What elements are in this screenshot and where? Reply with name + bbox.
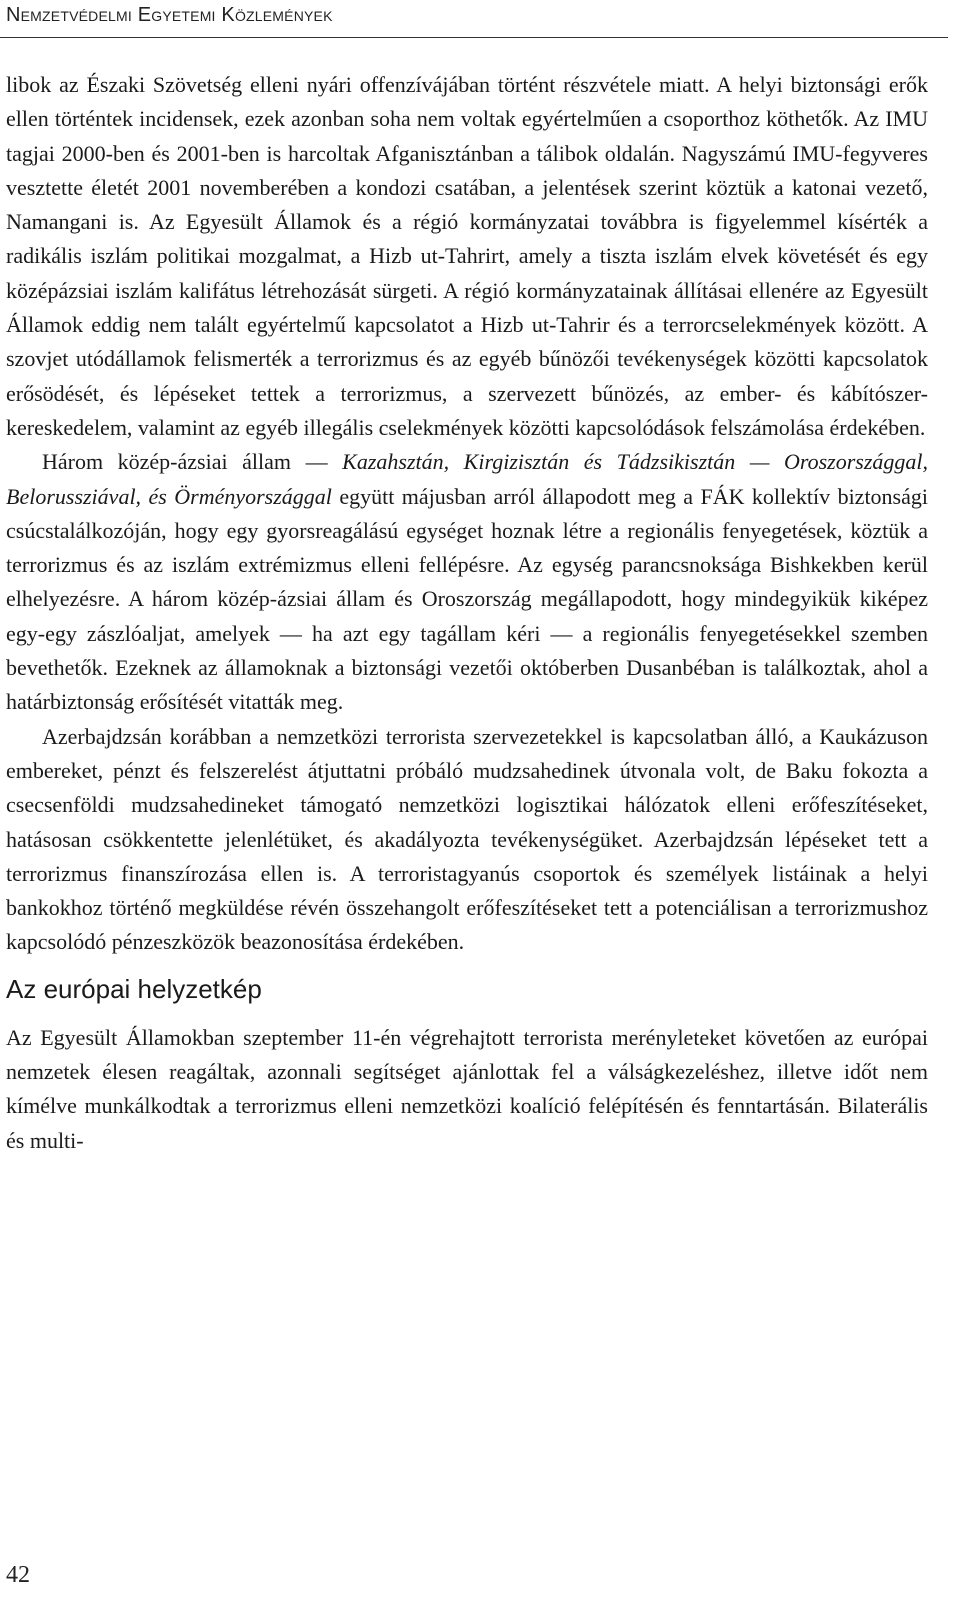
paragraph-2-italic: Kazahsztán, Kirgizisztán és Tádzsikisztán — Oroszországgal, Belorussziával, és Örményországgal: [6, 449, 928, 509]
page-body: [6, 68, 928, 1158]
paragraph-2-rest: együtt májusban arról állapodott meg a FÁK kollektív biztonsági csúcstalálkozóján, hogy egy gyorsreagálású egységet hoznak létre a regionális fenyegetések, köztük a terrorizmus és az iszlám extrémizmus elleni fellépésre. Az egység parancsnoksága Bishkekben kerül elhelyezésre. A három közép-ázsiai állam és Oroszország megállapodott, hogy mindegyikük kiképez egy-egy zászlóaljat, amelyek — ha azt egy tagállam kéri — a regionális fenyegetésekkel szemben bevethetők. Ezeknek az államoknak a biztonsági vezetői októberben Dusanbéban is találkoztak, ahol a határbiztonság erősítését vitatták meg.: [6, 483, 928, 715]
paragraph-1: libok az Északi Szövetség elleni nyári offenzívájában történt részvétele miatt. A helyi biztonsági erők ellen történtek incidensek, ezek azonban soha nem voltak egyértelműen a csoporthoz köthetők. Az IMU tagjai 2000-ben és 2001-ben is harcoltak Afganisztánban a tálibok oldalán. Nagyszámú IMU-fegyveres vesztette életét 2001 novemberében a kondozi csatában, a jelentések szerint köztük a katonai vezető, Namangani is. Az Egyesült Államok és a régió kormányzatai továbbra is figyelemmel kísérték a radikális iszlám politikai mozgalmat, a Hizb ut-Tahrirt, amely a tiszta iszlám elvek követését és egy középázsiai iszlám kalifátus létrehozását sürgeti. A régió kormányzatainak állításai ellenére az Egyesült Államok eddig nem talált egyértelmű kapcsolatot a Hizb ut-Tahrir és a terrorcselekmények között. A szovjet utódállamok felismerték a terrorizmus és az egyéb bűnözői tevékenységek közötti kapcsolatok erősödését, és lépéseket tettek a terrorizmus, a szervezett bűnözés, az ember- és kábítószer-kereskedelem, valamint az egyéb illegális cselekmények közötti kapcsolódások felszámolása érdekében.: [6, 72, 928, 440]
paragraph-2-start: Három közép-ázsiai állam —: [42, 449, 343, 475]
paragraph-3: Azerbajdzsán korábban a nemzetközi terrorista szervezetekkel is kapcsolatban álló, a Kaukázuson embereket, pénzt és felszerelést átjuttatni próbáló mudzsahedinek útvonala volt, de Baku fokozta a csecsenföldi mudzsahedineket támogató nemzetközi logisztikai hálózatok elleni erőfeszítéseket, hatásosan csökkentette jelenlétüket, és akadályozta tevékenységüket. Azerbajdzsán lépéseket tett a terrorizmus finanszírozása ellen is. A terroristagyanús csoportok és személyek listáinak a helyi bankokhoz történő megküldése révén összehangolt erőfeszítéseket tett a potenciálisan a terrorizmushoz kapcsolódó pénzeszközök beazonosítása érdekében.: [6, 723, 928, 955]
page-number: 42: [6, 1562, 30, 1588]
paragraph-2: [6, 445, 928, 719]
header-rule: [0, 37, 948, 38]
section-heading: Az európai helyzetkép: [6, 973, 262, 1004]
paragraph-4: Az Egyesült Államokban szeptember 11-én végrehajtott terrorista merényleteket követően az európai nemzetek élesen reagáltak, azonnali segítséget ajánlottak fel a válságkezeléshez, illetve időt nem kímélve munkálkodtak a terrorizmus elleni nemzetközi koalíció felépítésén és fenntartásán. Bilaterális és multi-: [6, 1024, 928, 1153]
running-header: Nemzetvédelmi Egyetemi Közlemények: [6, 4, 333, 26]
